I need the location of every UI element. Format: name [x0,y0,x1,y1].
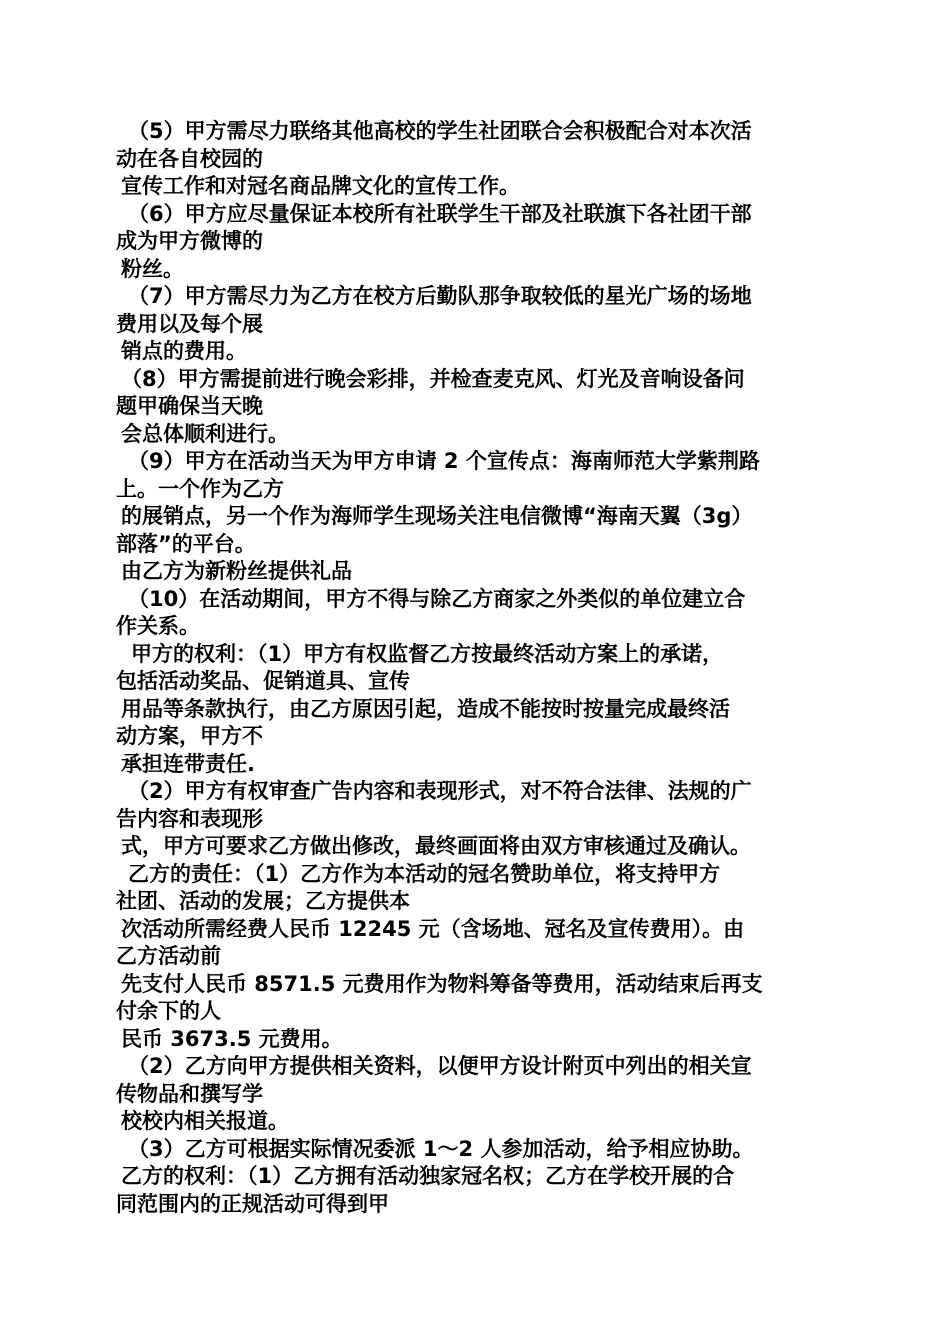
text-line: 承担连带责任. [121,751,255,776]
text-line: 包括活动奖品、促销道具、宣传 [116,669,410,693]
text-line: 用品等条款执行，由乙方原因引起，造成不能按时按量完成最终活 [121,696,730,721]
text-line: 由乙方为新粉丝提供礼品 [121,559,352,583]
text-line: 成为甲方微博的 [116,229,263,253]
text-line: 乙方的责任：（1）乙方作为本活动的冠名赞助单位，将支持甲方 [128,861,721,886]
text-line: 销点的费用。 [121,339,247,363]
text-line: 传物品和撰写学 [116,1081,263,1106]
text-line: 题甲确保当天晚 [116,394,263,418]
text-line: 粉丝。 [121,256,184,281]
text-line: （7）甲方需尽力为乙方在校方后勤队那争取较低的星光广场的场地 [128,284,752,308]
text-line: 民币 3673.5 元费用。 [121,1026,343,1051]
text-line: 费用以及每个展 [116,311,263,336]
document-body [116,118,836,1218]
text-line: 动方案，甲方不 [116,724,263,748]
text-line: 宣传工作和对冠名商品牌文化的宣传工作。 [121,174,520,198]
text-line: 社团、活动的发展；乙方提供本 [116,889,410,913]
text-line: 的展销点，另一个作为海师学生现场关注电信微博“海南天翼（3g） [121,504,753,528]
text-line: 上。一个作为乙方 [116,476,284,501]
text-line: 校校内相关报道。 [121,1109,289,1133]
text-line: （5）甲方需尽力联络其他高校的学生社团联合会积极配合对本次活 [128,119,752,143]
text-line: （8）甲方需提前进行晚会彩排，并检查麦克风、灯光及音响设备问 [121,366,745,391]
text-line: 动在各自校园的 [116,146,263,171]
text-line: 先支付人民币 8571.5 元费用作为物料筹备等费用，活动结束后再支 [121,971,763,996]
text-line: 告内容和表现形 [116,806,263,831]
text-line: 乙方的权利：（1）乙方拥有活动独家冠名权；乙方在学校开展的合 [121,1164,735,1188]
text-line: （3）乙方可根据实际情况委派 1～2 人参加活动，给予相应协助。 [128,1136,754,1161]
text-line: 作关系。 [116,614,200,638]
text-line: 次活动所需经费人民币 12245 元（含场地、冠名及宣传费用）。由 [121,916,745,941]
text-line: （6）甲方应尽量保证本校所有社联学生干部及社联旗下各社团干部 [128,201,752,226]
text-line: 同范围内的正规活动可得到甲 [116,1191,389,1216]
text-line: 乙方活动前 [116,944,221,968]
text-line: （2）甲方有权审查广告内容和表现形式，对不符合法律、法规的广 [128,779,752,803]
text-line: 式，甲方可要求乙方做出修改，最终画面将由双方审核通过及确认。 [121,834,751,858]
text-line: 付余下的人 [116,999,221,1023]
text-line: 会总体顺利进行。 [121,421,289,446]
text-line: 部落”的平台。 [116,531,256,556]
text-line: （9）甲方在活动当天为甲方申请 2 个宣传点：海南师范大学紫荆路 [128,449,760,473]
text-line: 甲方的权利：（1）甲方有权监督乙方按最终活动方案上的承诺， [131,641,724,666]
text-line: （2）乙方向甲方提供相关资料，以便甲方设计附页中列出的相关宣 [128,1054,752,1078]
text-line: （10）在活动期间，甲方不得与除乙方商家之外类似的单位建立合 [128,586,746,611]
